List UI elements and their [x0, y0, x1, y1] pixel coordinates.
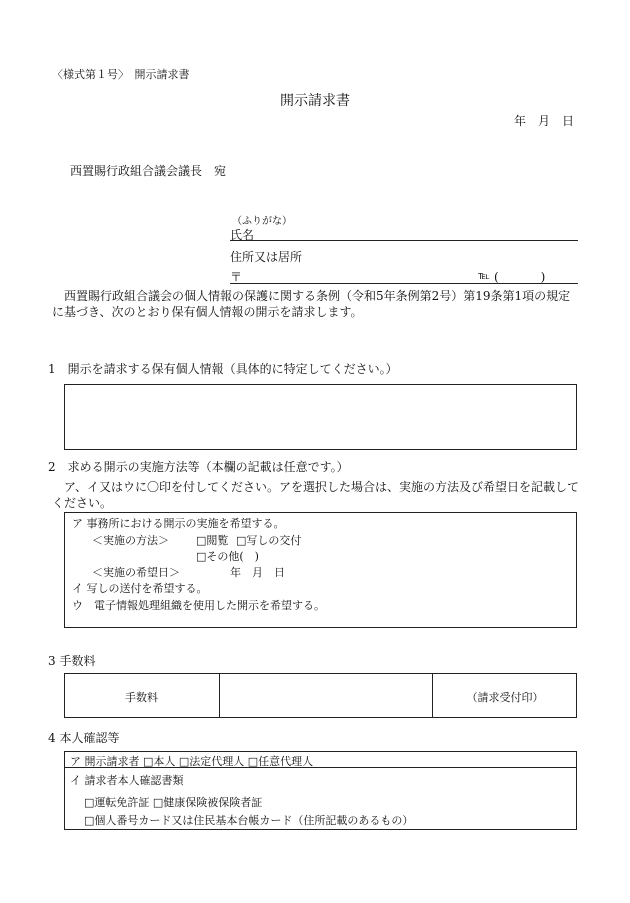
requested-info-box[interactable]	[64, 384, 577, 450]
address-label: 住所又は居所	[230, 250, 303, 264]
addressee: 西置賜行政組合議会議長 宛	[70, 164, 227, 178]
date-line: 年 月 日	[514, 114, 575, 128]
method-label: ＜実施の方法＞	[92, 534, 169, 547]
fee-table-divider-1	[219, 673, 220, 718]
option-c-electronic[interactable]: ウ 電子情報処理組織を使用した開示を希望する。	[72, 599, 325, 612]
section2-instruction: ア、イ又はウに〇印を付してください。アを選択した場合は、実施の方法及び希望日を記載してください。	[52, 480, 580, 510]
option-a-office[interactable]: ア 事務所における開示の実施を希望する。	[72, 517, 285, 530]
furigana-label: （ふりがな）	[232, 216, 292, 227]
form-number-label: 〈様式第１号〉 開示請求書	[52, 68, 190, 81]
tel-parens: ( )	[494, 270, 552, 284]
name-label: 氏名	[230, 228, 255, 242]
section4-heading: 4 本人確認等	[48, 731, 120, 745]
option-b-mail[interactable]: イ 写しの送付を希望する。	[72, 582, 208, 595]
page-title: 開示請求書	[280, 93, 350, 109]
section1-heading: 1 開示を請求する保有個人情報（具体的に特定してください。）	[48, 362, 398, 376]
intro-paragraph: 西置賜行政組合議会の個人情報の保護に関する条例（令和5年条例第2号）第19条第1項の規定に基づき、次のとおり保有個人情報の開示を請求します。	[52, 289, 571, 319]
tel-mark: ℡	[478, 269, 490, 282]
method-copy-checkbox[interactable]: □写しの交付	[236, 534, 302, 547]
method-other-checkbox[interactable]: □その他( )	[196, 550, 259, 563]
id-documents-line2[interactable]: □個人番号カード又は住民基本台帳カード（住所記載のあるもの）	[84, 814, 414, 827]
address-underline[interactable]	[230, 283, 578, 284]
section3-heading: 3 手数料	[48, 654, 96, 668]
method-view-checkbox[interactable]: □閲覧	[196, 534, 229, 547]
name-underline[interactable]	[230, 240, 578, 241]
section2-heading: 2 求める開示の実施方法等（本欄の記載は任意です。）	[48, 460, 349, 474]
preferred-date[interactable]: 年 月 日	[230, 566, 285, 579]
requester-type-row[interactable]: ア 開示請求者 □本人 □法定代理人 □任意代理人	[70, 755, 314, 768]
fee-label: 手数料	[125, 691, 158, 704]
date-label: ＜実施の希望日＞	[92, 566, 180, 579]
postal-mark: 〒	[230, 270, 243, 284]
reception-stamp-label: （請求受付印）	[466, 691, 544, 704]
id-documents-title: イ 請求者本人確認書類	[70, 774, 184, 787]
id-documents-line1[interactable]: □運転免許証 □健康保険被保険者証	[84, 796, 263, 809]
